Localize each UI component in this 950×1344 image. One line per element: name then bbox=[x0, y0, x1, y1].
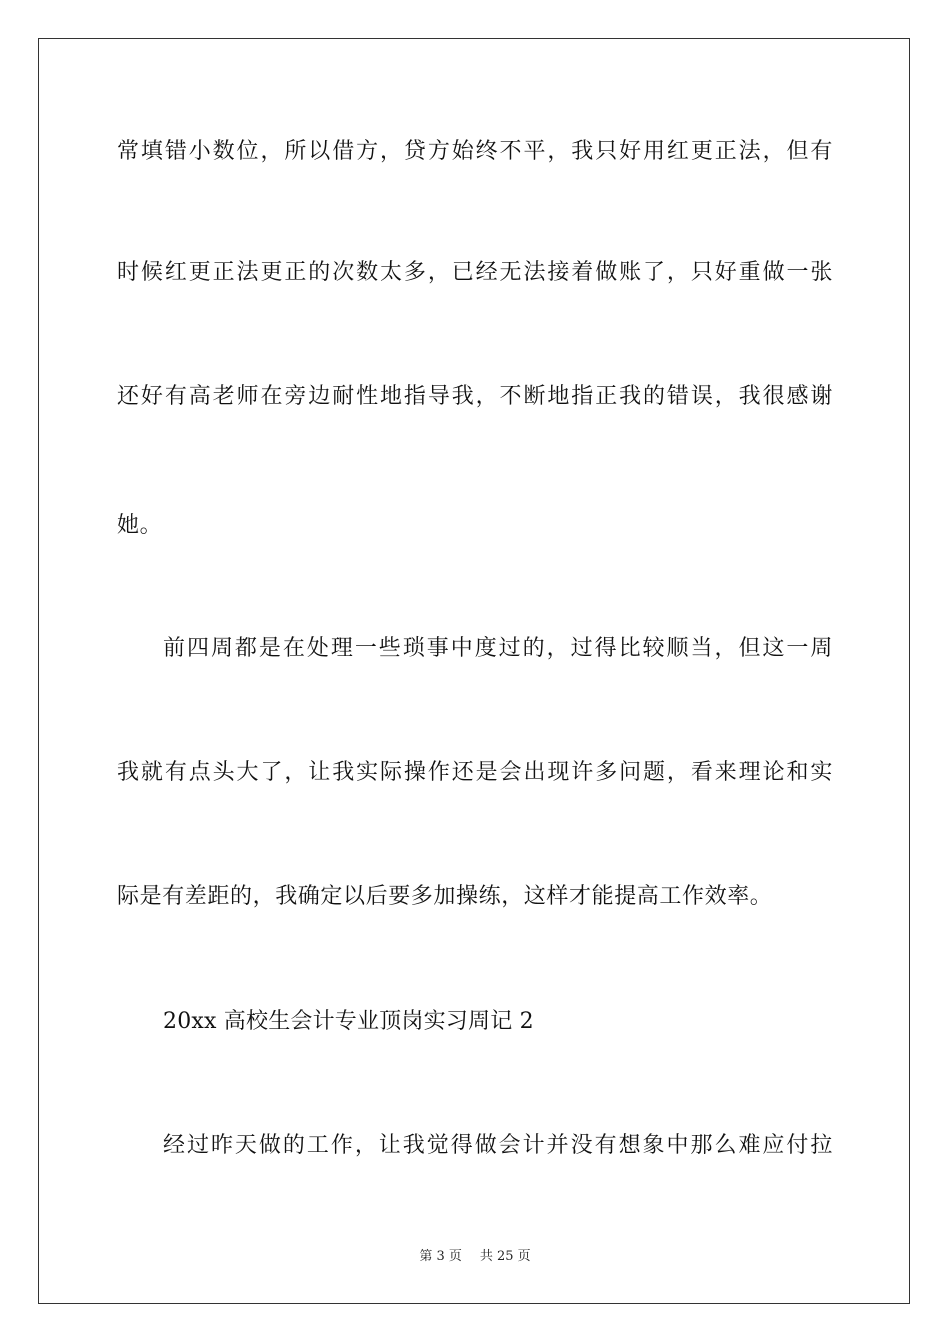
paragraph-first-line: 前四周都是在处理一些琐事中度过的，过得比较顺当，但这一周 bbox=[163, 636, 833, 661]
page-number: 第 3 页 bbox=[419, 1249, 462, 1264]
paragraph-first-line: 经过昨天做的工作，让我觉得做会计并没有想象中那么难应付拉 bbox=[163, 1133, 833, 1158]
body-text-line: 际是有差距的，我确定以后要多加操练，这样才能提高工作效率。 bbox=[117, 884, 773, 909]
page-total: 共 25 页 bbox=[479, 1249, 531, 1264]
body-text-line: 她。 bbox=[117, 513, 163, 538]
page-frame bbox=[38, 38, 910, 1304]
body-text-line: 常填错小数位，所以借方，贷方始终不平，我只好用红更正法，但有 bbox=[117, 139, 833, 164]
body-text-line: 还好有高老师在旁边耐性地指导我，不断地指正我的错误，我很感谢 bbox=[117, 384, 833, 409]
body-text-line: 时候红更正法更正的次数太多，已经无法接着做账了，只好重做一张 bbox=[117, 260, 833, 285]
page-footer bbox=[0, 1248, 950, 1266]
body-text-line: 我就有点头大了，让我实际操作还是会出现许多问题，看来理论和实 bbox=[117, 760, 833, 785]
section-heading: 20xx 高校生会计专业顶岗实习周记 2 bbox=[163, 1009, 534, 1034]
